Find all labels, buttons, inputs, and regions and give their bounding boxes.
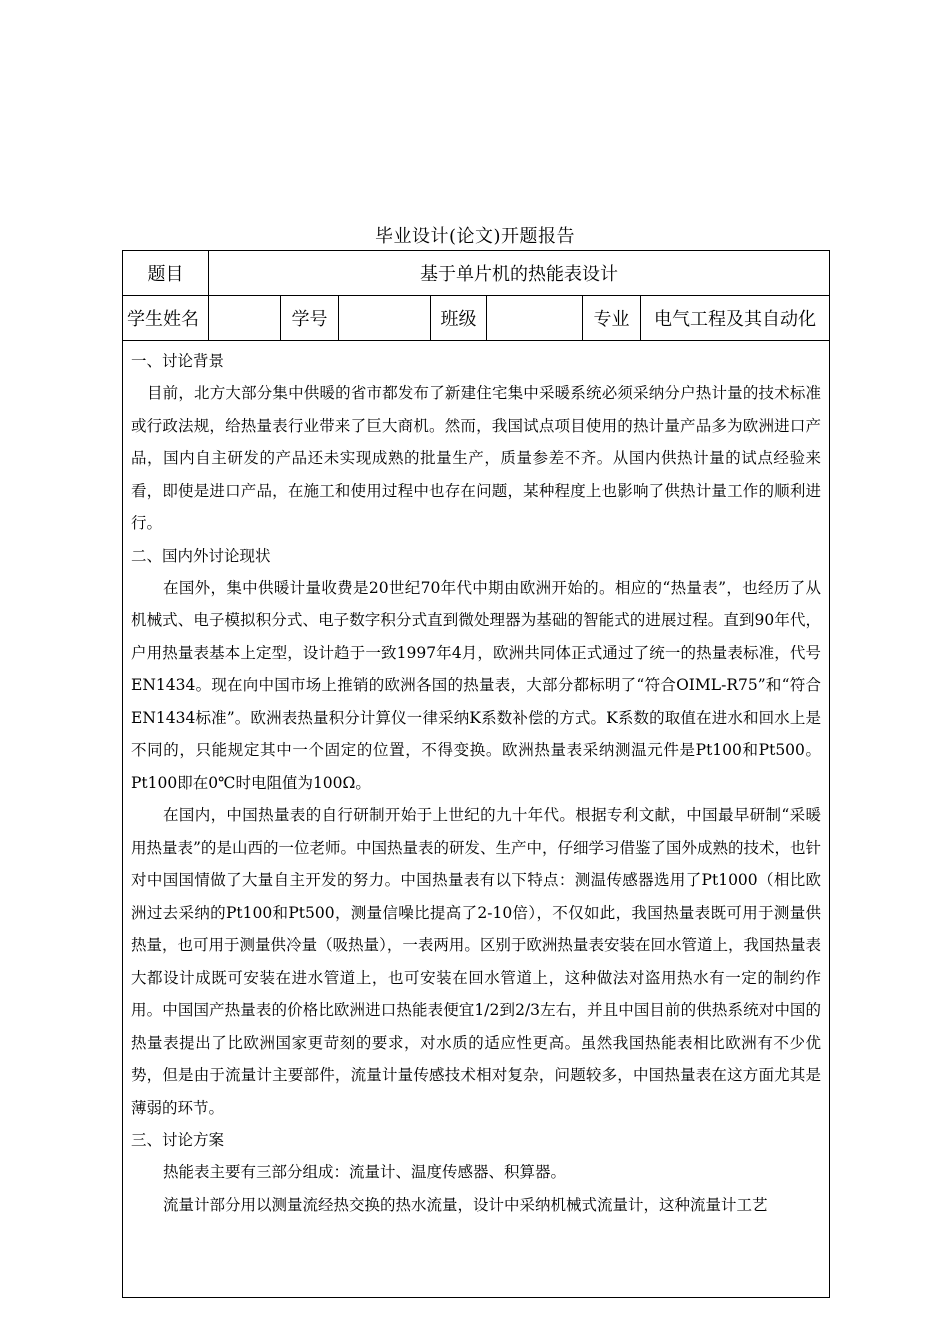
student-id-value[interactable]: [339, 296, 431, 341]
section-heading-background: 一、讨论背景: [131, 352, 225, 370]
topic-label: 题目: [123, 251, 209, 296]
student-info-row: [123, 296, 830, 341]
class-value[interactable]: [487, 296, 583, 341]
report-table: [122, 250, 830, 1298]
paragraph-status-abroad: 在国外，集中供暖计量收费是20世纪70年代中期由欧洲开始的。相应的“热量表”，也经历了从机械式、电子模拟积分式、电子数字积分式直到微处理器为基础的智能式的进展过程。直到90年代，户用热量表基本上定型，设计趋于一致1997年4月，欧洲共同体正式通过了统一的热量表标准，代号EN1434。现在向中国市场上推销的欧洲各国的热量表，大部分都标明了“符合OIML-R75”和“符合EN1434标准”。欧洲表热量积分计算仪一律采纳K系数补偿的方式。K系数的取值在进水和回水上是不同的，只能规定其中一个固定的位置，不得变换。欧洲热量表采纳测温元件是Pt100和Pt500。Pt100即在0℃时电阻值为100Ω。: [131, 578, 822, 792]
student-name-label: 学生姓名: [123, 296, 209, 341]
topic-value: 基于单片机的热能表设计: [209, 251, 830, 296]
paragraph-status-domestic: 在国内，中国热量表的自行研制开始于上世纪的九十年代。根据专利文献，中国最早研制“采暖用热量表”的是山西的一位老师。中国热量表的研发、生产中，仔细学习借鉴了国外成熟的技术，也针对中国国情做了大量自主开发的努力。中国热量表有以下特点：测温传感器选用了Pt1000（相比欧洲过去采纳的Pt100和Pt500，测量信噪比提高了2-10倍），不仅如此，我国热量表既可用于测量供热量，也可用于测量供冷量（吸热量），一表两用。区别于欧洲热量表安装在回水管道上，我国热量表大都设计成既可安装在进水管道上，也可安装在回水管道上，这种做法对盗用热水有一定的制约作用。中国国产热量表的价格比欧洲进口热能表便宜1/2到2/3左右，并且中国目前的供热系统对中国的热量表提出了比欧洲国家更苛刻的要求，对水质的适应性更高。虽然我国热能表相比欧洲有不少优势，但是由于流量计主要部件，流量计量传感技术相对复杂，问题较多，中国热量表在这方面尤其是薄弱的环节。: [131, 806, 822, 1117]
section-heading-plan: 三、讨论方案: [131, 1131, 225, 1149]
document-title: 毕业设计(论文)开题报告: [374, 226, 576, 247]
paragraph-plan-components: 热能表主要有三部分组成：流量计、温度传感器、积算器。: [163, 1163, 567, 1181]
section-heading-status: 二、国内外讨论现状: [131, 546, 271, 565]
student-id-label: 学号: [281, 296, 339, 341]
body-row: [123, 341, 830, 1298]
major-label: 专业: [583, 296, 641, 341]
student-name-value[interactable]: [209, 296, 281, 341]
major-value: 电气工程及其自动化: [641, 296, 830, 341]
topic-row: [123, 251, 830, 296]
paragraph-plan-flowmeter: 流量计部分用以测量流经热交换的热水流量，设计中采纳机械式流量计，这种流量计工艺: [163, 1195, 768, 1214]
report-body: [123, 341, 830, 1298]
class-label: 班级: [431, 296, 487, 341]
paragraph-background: 目前，北方大部分集中供暖的省市都发布了新建住宅集中采暖系统必须采纳分户热计量的技术标准或行政法规，给热量表行业带来了巨大商机。然而，我国试点项目使用的热计量产品多为欧洲进口产品，国内自主研发的产品还未实现成熟的批量生产，质量参差不齐。从国内供热计量的试点经验来看，即使是进口产品，在施工和使用过程中也存在问题，某种程度上也影响了供热计量工作的顺利进行。: [131, 384, 822, 532]
